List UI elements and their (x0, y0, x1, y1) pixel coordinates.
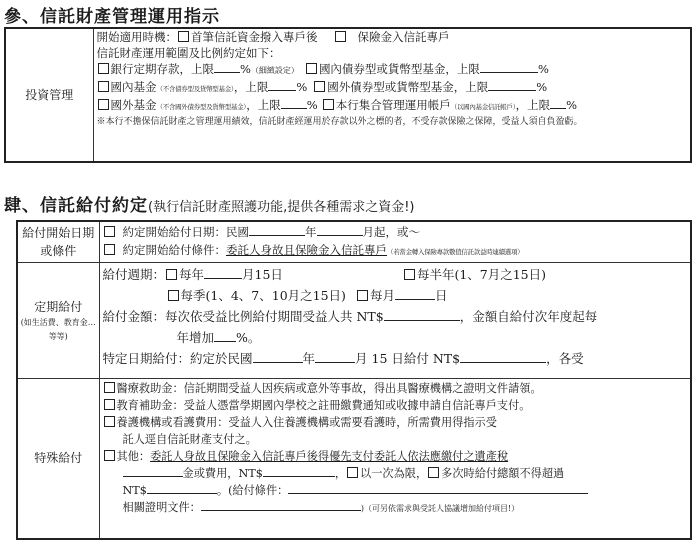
collective-limit-field[interactable] (550, 97, 566, 109)
period-line-2: 每季(1、4、7、10月之15日) 每月 日 (103, 285, 688, 306)
checkbox-yearly[interactable] (166, 269, 177, 280)
fee-type-field[interactable] (123, 465, 183, 477)
bank-deposit-limit-field[interactable] (214, 61, 240, 73)
specific-month-field[interactable] (315, 351, 355, 363)
checkbox-other[interactable] (104, 450, 115, 461)
specific-amount-field[interactable] (460, 351, 546, 363)
medical-line: 醫療救助金：信託期間受益人因疾病或意外等事故，得出具醫療機構之證明文件請領。 (103, 380, 688, 397)
foreign-fund-line: 國外基金（不含國外債券型及貨幣型基金），上限 % 本行集合管理運用帳戶（以國內基金信託帳戶），上限 % (97, 97, 688, 116)
checkbox-once[interactable] (347, 467, 358, 478)
section3-heading: 參、信託財產管理運用指示 (4, 7, 220, 27)
checkbox-monthly[interactable] (357, 290, 368, 301)
checkbox-half-year[interactable] (404, 269, 415, 280)
condition-line: NT$ 。(給付條件： (103, 482, 688, 499)
start-timing-line: 開始適用時機： 首筆信託資金撥入專戶後 保險金入信託專戶 (96, 30, 450, 44)
checkbox-insurance-deposit[interactable] (335, 31, 346, 42)
amount-line: 給付金額：每次依受益比例給付期間受益人共 NT$ ，金額自給付次年度起每 (102, 309, 598, 324)
foreign-fund-limit-field[interactable] (281, 97, 307, 109)
start-date-line: 約定開始給付日期：民國 年 月起，或～ (103, 223, 688, 241)
yearly-month-field[interactable] (204, 267, 242, 279)
checkbox-first-deposit[interactable] (178, 31, 189, 42)
domestic-fund-line: 國內基金（不含債券型及貨幣型基金），上限 % 國外債券型或貨幣型基金，上限 % (97, 79, 688, 98)
education-line: 教育補助金：受益人憑當學期國內學校之註冊繳費通知或收據申請自信託專戶支付。 (103, 397, 688, 414)
special-payment-content (99, 379, 691, 539)
checkbox-start-condition[interactable] (104, 244, 115, 255)
domestic-fund-limit-field[interactable] (268, 79, 296, 91)
checkbox-domestic-fund[interactable] (98, 81, 109, 92)
fee-amount-field[interactable] (263, 465, 335, 477)
start-year-field[interactable] (249, 224, 305, 236)
payment-start-content (99, 221, 691, 263)
specific-date-line: 特定日期給付：約定於民國 年 月 15 日給付 NT$ ，各受 (102, 351, 584, 366)
amount-field[interactable] (384, 309, 460, 321)
special-payment-row (17, 379, 691, 539)
payment-start-label: 給付開始日期或條件 (17, 221, 99, 263)
start-month-field[interactable] (317, 224, 363, 236)
domestic-bond-limit-field[interactable] (480, 61, 538, 73)
checkbox-foreign-fund[interactable] (98, 99, 109, 110)
increase-pct-field[interactable] (214, 330, 236, 342)
checkbox-education[interactable] (104, 399, 115, 410)
checkbox-domestic-bond[interactable] (306, 63, 317, 74)
checkbox-medical[interactable] (104, 382, 115, 393)
checkbox-collective-account[interactable] (323, 99, 334, 110)
periodic-payment-row (17, 263, 691, 379)
investment-label: 投資管理 (5, 28, 93, 162)
condition-field[interactable] (288, 482, 588, 494)
amount-increase-line: 年增加 %。 (176, 330, 261, 345)
care-line: 養護機構或看護費用：受益人入住養護機構或需要看護時，所需費用得指示受 (103, 414, 688, 431)
periodic-payment-label: 定期給付 (如生活費、教育金…等等) (17, 263, 99, 379)
proof-field[interactable] (201, 499, 361, 511)
period-line-1: 給付週期： 每年 月15日 每半年(1、7月之15日) (102, 267, 547, 282)
checkbox-start-date[interactable] (104, 226, 115, 237)
investment-table (4, 27, 692, 163)
checkbox-care[interactable] (104, 416, 115, 427)
specific-year-field[interactable] (253, 351, 303, 363)
checkbox-multiple[interactable] (428, 467, 439, 478)
payment-table (16, 220, 692, 540)
foreign-bond-limit-field[interactable] (488, 79, 536, 91)
payment-start-row (17, 221, 691, 263)
checkbox-bank-deposit[interactable] (98, 63, 109, 74)
scope-title: 信託財產運用範圍及比例約定如下： (96, 45, 281, 60)
care-line-2: 託人逕自信託財產支付之。 (122, 433, 257, 446)
bank-deposit-line: 銀行定期存款，上限 %（細緻設定） 國內債券型或貨幣型基金，上限 % (97, 61, 688, 79)
section4-heading: 肆、信託給付約定(執行信託財產照護功能,提供各種需求之資金!) (4, 196, 415, 216)
periodic-payment-content (99, 263, 691, 379)
special-payment-label: 特殊給付 (17, 379, 99, 539)
monthly-day-field[interactable] (395, 288, 435, 300)
other-line: 其他：委託人身故且保險金入信託專戶後得優先支付委託人依法應繳付之遺產稅 (103, 448, 688, 465)
checkbox-quarterly[interactable] (168, 290, 179, 301)
investment-content (93, 28, 691, 162)
fee-line: 金或費用，NT$ ， 以一次為限， 多次時給付總額不得超過 (103, 465, 688, 482)
total-limit-field[interactable] (147, 482, 217, 494)
checkbox-foreign-bond[interactable] (314, 81, 325, 92)
investment-disclaimer: ※本行不擔保信託財產之管理運用績效，信託財產經運用於存款以外之標的者，不受存款保險之保障，受益人須自負盈虧。 (96, 116, 583, 127)
proof-line: 相關證明文件： )（可另依需求與受託人協議增加給付項目!） (122, 501, 520, 514)
start-condition-line: 約定開始給付條件：委託人身故且保險金入信託專戶（若當金轉入保險專款數值信託款益時連續選項） (103, 241, 688, 261)
